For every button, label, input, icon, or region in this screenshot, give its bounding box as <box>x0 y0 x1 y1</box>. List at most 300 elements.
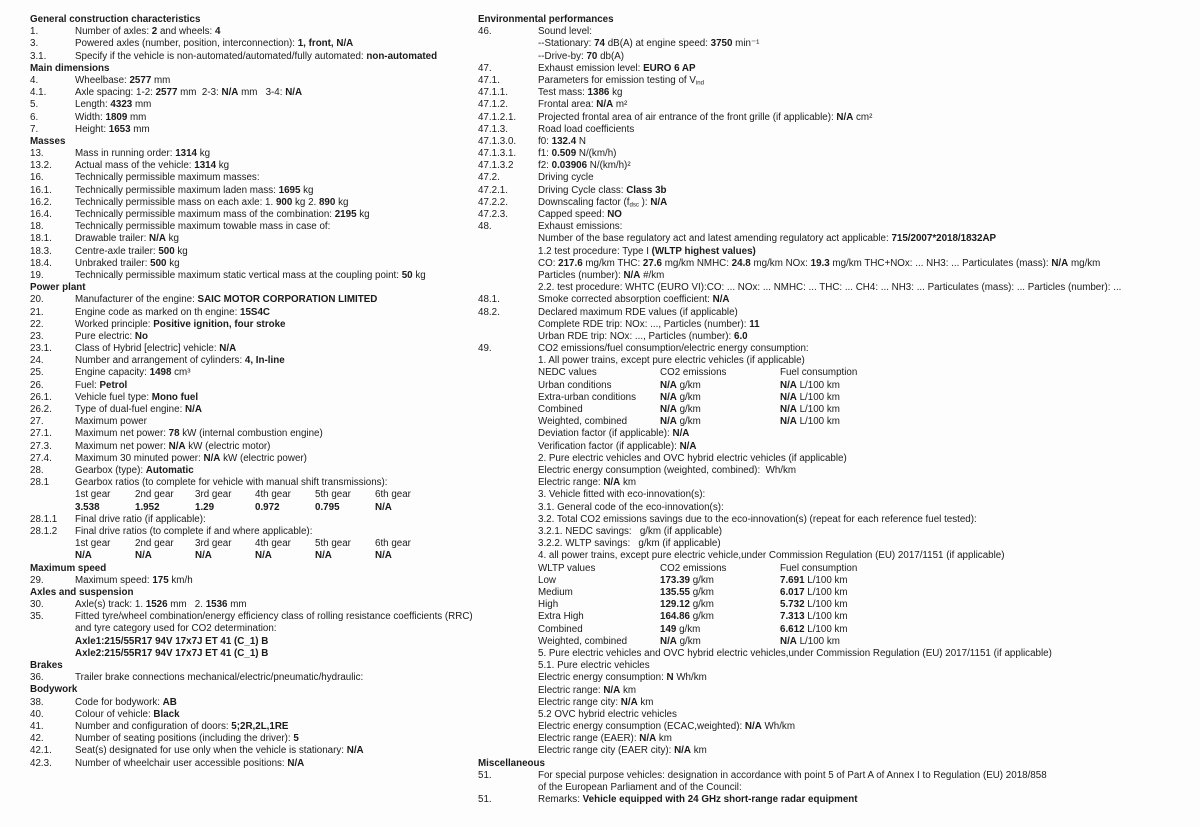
item-text: Unbraked trailer: 500 kg <box>75 257 180 269</box>
item-number: 26.1. <box>30 391 52 403</box>
doc-line <box>478 221 1194 233</box>
doc-line <box>478 745 1194 757</box>
section-header: Maximum speed <box>30 562 107 574</box>
table-cell: Combined <box>538 404 583 416</box>
doc-line <box>30 246 490 258</box>
table-cell: 1.29 <box>195 501 215 513</box>
item-text: Powered axles (number, position, interconnection): 1, front, N/A <box>75 38 354 50</box>
doc-line <box>30 697 490 709</box>
table-cell: N/A <box>375 550 392 562</box>
table-cell: N/A <box>255 550 272 562</box>
item-number: 18.1. <box>30 233 52 245</box>
item-number <box>478 258 538 270</box>
item-text: 3.2.2. WLTP savings: g/km (if applicable) <box>538 538 721 550</box>
item-number: 47.2.3. <box>478 209 508 220</box>
item-number <box>478 745 538 757</box>
doc-line <box>478 63 1194 75</box>
item-text: Vehicle fuel type: Mono fuel <box>75 391 199 403</box>
item-number <box>478 282 538 294</box>
doc-line <box>478 75 1194 87</box>
doc-line <box>478 514 1194 526</box>
table-cell: NEDC values <box>538 367 597 379</box>
item-text: Number and arrangement of cylinders: 4, In-line <box>75 355 285 367</box>
table-cell: 5th gear <box>315 489 351 501</box>
item-text: Projected frontal area of air entrance of the front grille (if applicable): N/A cm² <box>538 111 873 123</box>
item-text: 4. all power trains, except pure electric vehicle,under Commission Regulation (EU) 2017/1151 (if applicable) <box>538 550 1005 562</box>
item-number: 35. <box>30 611 44 623</box>
item-text: Deviation factor (if applicable): N/A <box>538 428 690 440</box>
item-text: Maximum net power: 78 kW (internal combustion engine) <box>75 428 323 440</box>
doc-line <box>30 209 490 221</box>
table-row <box>30 502 490 514</box>
item-number: 47.1. <box>478 74 500 86</box>
item-number: 27. <box>30 416 44 428</box>
table-cell: 1.952 <box>135 501 160 513</box>
item-text: of the European Parliament and of the Council: <box>538 782 742 793</box>
doc-line <box>30 758 490 770</box>
item-number <box>478 502 538 514</box>
item-number: 47.1.1. <box>478 87 508 99</box>
table-cell: N/A <box>375 501 392 513</box>
item-text: Number of wheelchair user accessible positions: N/A <box>75 757 305 769</box>
table-cell: 1st gear <box>75 538 111 550</box>
table-cell: 135.55 g/km <box>660 586 714 598</box>
item-number: 40. <box>30 708 44 720</box>
left-column <box>30 14 490 770</box>
item-number: 48. <box>478 221 492 233</box>
doc-line <box>30 672 490 684</box>
doc-line <box>478 489 1194 501</box>
item-number: 3. <box>30 38 39 50</box>
doc-line <box>478 502 1194 514</box>
table-cell: 5th gear <box>315 538 351 550</box>
doc-line <box>30 99 490 111</box>
doc-line <box>478 233 1194 245</box>
doc-line <box>30 745 490 757</box>
table-cell: N/A L/100 km <box>780 416 840 428</box>
table-cell: 6.612 L/100 km <box>780 623 848 635</box>
item-text: f0: 132.4 N <box>538 135 586 147</box>
item-text: Class of Hybrid [electric] vehicle: N/A <box>75 343 237 355</box>
item-number <box>478 538 538 550</box>
table-cell: 6th gear <box>375 538 411 550</box>
item-number: 19. <box>30 269 44 281</box>
table-row <box>478 404 1194 416</box>
item-number: 38. <box>30 696 44 708</box>
item-text: Gearbox (type): Automatic <box>75 464 194 476</box>
section-header: General construction characteristics <box>30 14 201 25</box>
item-number: 13. <box>30 148 44 160</box>
item-text: Pure electric: No <box>75 330 148 342</box>
doc-line <box>478 258 1194 270</box>
item-number: 41. <box>30 720 44 732</box>
doc-line <box>478 160 1194 172</box>
item-number: 27.4. <box>30 452 52 464</box>
item-number: 51. <box>478 769 492 781</box>
doc-line <box>478 453 1194 465</box>
table-cell: N/A g/km <box>660 391 701 403</box>
doc-line <box>30 599 490 611</box>
item-text: Technically permissible maximum static vertical mass at the coupling point: 50 kg <box>75 269 426 281</box>
doc-line <box>478 307 1194 319</box>
item-text: 5.1. Pure electric vehicles <box>538 660 650 672</box>
doc-line <box>478 526 1194 538</box>
item-number <box>478 648 538 660</box>
table-cell: WLTP values <box>538 562 596 574</box>
item-number <box>478 428 538 440</box>
doc-line <box>30 75 490 87</box>
item-number: 47.2.2. <box>478 196 508 208</box>
item-text: Downscaling factor ($f_{dsc}$ ): N/A <box>538 196 668 209</box>
item-number <box>478 660 538 672</box>
table-cell: N/A g/km <box>660 635 701 647</box>
item-text: 5. Pure electric vehicles and OVC hybrid electric vehicles,under Commission Regulation (EU) 2017/1151 (if applicable) <box>538 647 1052 659</box>
doc-line <box>478 550 1194 562</box>
item-number <box>478 270 538 282</box>
item-text: Particles (number): N/A #/km <box>538 269 665 281</box>
item-number <box>478 526 538 538</box>
item-number: 5. <box>30 99 39 111</box>
doc-line <box>478 794 1194 806</box>
item-number <box>478 38 538 50</box>
item-text: 3.1. General code of the eco-innovation(s): <box>538 501 724 513</box>
item-text: Actual mass of the vehicle: 1314 kg <box>75 160 230 172</box>
item-number <box>478 453 538 465</box>
item-text: Capped speed: NO <box>538 209 622 220</box>
item-number <box>478 733 538 745</box>
table-cell: Urban conditions <box>538 379 612 391</box>
item-text: CO2 emissions/fuel consumption/electric energy consumption: <box>538 343 809 355</box>
doc-line <box>478 26 1194 38</box>
table-cell: N/A g/km <box>660 404 701 416</box>
doc-line <box>30 38 490 50</box>
doc-line <box>478 709 1194 721</box>
doc-line <box>478 697 1194 709</box>
doc-line <box>30 112 490 124</box>
doc-line <box>478 685 1194 697</box>
item-number <box>478 550 538 562</box>
item-text: Electric range: N/A km <box>538 477 636 489</box>
item-number: 6. <box>30 111 39 123</box>
item-text: 1. All power trains, except pure electric vehicles (if applicable) <box>538 355 805 367</box>
table-cell: N/A L/100 km <box>780 404 840 416</box>
item-text: Electric energy consumption (ECAC,weighted): N/A Wh/km <box>538 721 795 733</box>
item-text: 2. Pure electric vehicles and OVC hybrid electric vehicles (if applicable) <box>538 452 847 464</box>
item-text: Colour of vehicle: Black <box>75 708 180 720</box>
item-text: Parameters for emission testing of $V_{ind}$ <box>538 74 704 87</box>
item-number: 28. <box>30 464 44 476</box>
item-number: 47.1.2.1. <box>478 111 517 123</box>
table-cell: Extra High <box>538 611 584 623</box>
item-text: Code for bodywork: AB <box>75 696 177 708</box>
table-row <box>30 538 490 550</box>
doc-line <box>478 136 1194 148</box>
doc-line <box>30 367 490 379</box>
item-text: Electric energy consumption: N Wh/km <box>538 672 707 684</box>
item-text: Maximum speed: 175 km/h <box>75 574 193 586</box>
item-text: 3.2. Total CO2 emissions savings due to the eco-innovation(s) (repeat for each reference fuel tested): <box>538 513 977 525</box>
section-header: Power plant <box>30 282 86 294</box>
item-number: 47.1.2. <box>478 99 508 111</box>
table-cell: 2nd gear <box>135 538 174 550</box>
table-cell: 0.795 <box>315 501 340 513</box>
table-cell: N/A g/km <box>660 416 701 428</box>
item-number: 18. <box>30 221 44 233</box>
doc-line <box>30 294 490 306</box>
doc-line <box>478 294 1194 306</box>
table-row <box>30 550 490 562</box>
item-text: 1.2 test procedure: Type I (WLTP highest values) <box>538 245 756 257</box>
item-text: Test mass: 1386 kg <box>538 87 623 99</box>
doc-line <box>30 26 490 38</box>
doc-line <box>478 319 1194 331</box>
item-text: Length: 4323 mm <box>75 99 152 111</box>
item-text: Maximum net power: N/A kW (electric motor) <box>75 440 271 452</box>
doc-line <box>478 124 1194 136</box>
table-row <box>478 624 1194 636</box>
item-text: Axle2:215/55R17 94V 17x7J ET 41 (C_1) B <box>75 647 269 659</box>
item-text: Drawable trailer: N/A kg <box>75 233 179 245</box>
doc-line <box>30 307 490 319</box>
doc-line <box>478 270 1194 282</box>
item-number: 13.2. <box>30 160 52 172</box>
table-cell: 5.732 L/100 km <box>780 599 848 611</box>
item-text: Axle spacing: 1-2: 2577 mm 2-3: N/A mm 3-4: N/A <box>75 87 303 99</box>
item-number: 16.1. <box>30 184 52 196</box>
table-cell: 4th gear <box>255 489 291 501</box>
item-number <box>478 514 538 526</box>
table-cell: Combined <box>538 623 583 635</box>
table-cell: N/A <box>75 550 92 562</box>
doc-line <box>30 124 490 136</box>
item-text: Remarks: Vehicle equipped with 24 GHz short-range radar equipment <box>538 794 858 806</box>
table-cell: 0.972 <box>255 501 280 513</box>
doc-line <box>30 709 490 721</box>
doc-line <box>30 148 490 160</box>
item-number: 26.2. <box>30 404 52 415</box>
doc-line <box>478 197 1194 209</box>
item-number <box>478 355 538 367</box>
item-number: 23. <box>30 330 44 342</box>
item-text: --Drive-by: 70 db(A) <box>538 50 625 62</box>
item-text: 2.2. test procedure: WHTC (EURO VI):CO: ... NOx: ... NMHC: ... THC: ... CH4: ... NH3: ... Particulates (mass): ... Particles (number): ... <box>538 282 1122 294</box>
item-number: 3.1. <box>30 50 47 62</box>
doc-line <box>30 331 490 343</box>
section-header: Bodywork <box>30 684 78 696</box>
item-number: 25. <box>30 367 44 379</box>
doc-line <box>30 428 490 440</box>
item-text: Engine capacity: 1498 cm³ <box>75 367 191 379</box>
table-cell: Extra-urban conditions <box>538 391 637 403</box>
table-cell: 7.691 L/100 km <box>780 574 848 586</box>
table-cell: 3rd gear <box>195 538 232 550</box>
item-text: Number and configuration of doors: 5;2R,2L,1RE <box>75 720 289 732</box>
item-text: Number of axles: 2 and wheels: 4 <box>75 26 221 38</box>
item-number: 51. <box>478 794 492 806</box>
table-cell: 2nd gear <box>135 489 174 501</box>
item-text: Height: 1653 mm <box>75 123 150 135</box>
item-text: Fuel: Petrol <box>75 379 128 391</box>
item-number: 47.1.3.0. <box>478 135 517 147</box>
doc-line <box>30 380 490 392</box>
item-text: Manufacturer of the engine: SAIC MOTOR CORPORATION LIMITED <box>75 294 378 306</box>
doc-line <box>30 575 490 587</box>
doc-line <box>478 721 1194 733</box>
table-row <box>478 611 1194 623</box>
doc-line <box>30 221 490 233</box>
table-cell: 7.313 L/100 km <box>780 611 848 623</box>
item-number <box>30 636 75 648</box>
item-text: Specify if the vehicle is non-automated/automated/fully automated: non-automated <box>75 50 438 62</box>
item-text: Centre-axle trailer: 500 kg <box>75 245 188 257</box>
section-header: Brakes <box>30 660 63 671</box>
item-number <box>478 233 538 245</box>
item-text: Number of the base regulatory act and latest amending regulatory act applicable: 715/2007*2018/1832AP <box>538 233 997 245</box>
item-number: 30. <box>30 599 44 611</box>
item-text: Road load coefficients <box>538 123 635 135</box>
item-text: Driving Cycle class: Class 3b <box>538 184 667 196</box>
table-row <box>478 416 1194 428</box>
item-text: 3.2.1. NEDC savings: g/km (if applicable) <box>538 525 723 537</box>
item-text: Engine code as marked on th engine: 15S4C <box>75 306 270 318</box>
item-text: Technically permissible maximum laden mass: 1695 kg <box>75 184 314 196</box>
item-text: --Stationary: 74 dB(A) at engine speed: 3750 min⁻¹ <box>538 38 760 50</box>
item-number: 49. <box>478 343 492 355</box>
item-number <box>478 709 538 721</box>
doc-line <box>30 465 490 477</box>
item-text: Technically permissible maximum masses: <box>75 172 260 184</box>
item-text: Urban RDE trip: NOx: ..., Particles (number): 6.0 <box>538 330 748 342</box>
doc-line <box>30 185 490 197</box>
item-number: 28.1.2 <box>30 525 58 537</box>
doc-line <box>30 733 490 745</box>
table-cell: 129.12 g/km <box>660 599 714 611</box>
doc-line <box>30 404 490 416</box>
doc-line <box>478 770 1194 782</box>
item-number: 7. <box>30 123 39 135</box>
item-text: Number of seating positions (including the driver): 5 <box>75 733 299 745</box>
table-cell: N/A <box>315 550 332 562</box>
doc-line <box>478 782 1194 794</box>
item-number: 26. <box>30 379 44 391</box>
section-header: Axles and suspension <box>30 586 134 598</box>
doc-line <box>30 319 490 331</box>
table-row <box>478 380 1194 392</box>
doc-line <box>30 514 490 526</box>
item-text: Electric range: N/A km <box>538 684 636 696</box>
table-cell: N/A L/100 km <box>780 391 840 403</box>
item-number: 47.2.1. <box>478 184 508 196</box>
item-number: 4.1. <box>30 87 47 99</box>
doc-line <box>30 611 490 623</box>
table-cell: High <box>538 599 559 611</box>
doc-line <box>478 87 1194 99</box>
item-text: f1: 0.509 N/(km/h) <box>538 148 617 160</box>
table-cell: 1st gear <box>75 489 111 501</box>
table-cell: 3rd gear <box>195 489 232 501</box>
table-cell: N/A g/km <box>660 379 701 391</box>
table-cell: 164.86 g/km <box>660 611 714 623</box>
table-row <box>478 563 1194 575</box>
item-number <box>478 489 538 501</box>
item-text: Exhaust emissions: <box>538 221 623 233</box>
item-number: 47. <box>478 62 492 74</box>
item-number <box>478 319 538 331</box>
item-text: Technically permissible mass on each axle: 1. 900 kg 2. 890 kg <box>75 196 349 208</box>
section-header: Main dimensions <box>30 62 110 74</box>
table-cell: CO2 emissions <box>660 367 727 379</box>
doc-line <box>30 623 490 635</box>
item-number: 18.4. <box>30 257 52 269</box>
item-number: 47.2. <box>478 172 500 184</box>
item-number: 29. <box>30 574 44 586</box>
doc-line <box>478 660 1194 672</box>
item-number: 42.1. <box>30 745 52 757</box>
item-number <box>478 685 538 697</box>
table-row <box>478 636 1194 648</box>
item-text: Electric range (EAER): N/A km <box>538 733 672 745</box>
table-cell: 4th gear <box>255 538 291 550</box>
item-text: Frontal area: N/A m² <box>538 99 628 111</box>
item-number <box>30 648 75 660</box>
item-number: 48.2. <box>478 306 500 318</box>
doc-line <box>30 636 490 648</box>
item-text: Final drive ratios (to complete if and where applicable): <box>75 525 313 537</box>
table-cell: Fuel consumption <box>780 367 858 379</box>
doc-line <box>478 733 1194 745</box>
item-number <box>478 441 538 453</box>
doc-line <box>478 148 1194 160</box>
doc-line <box>30 172 490 184</box>
section-header: Miscellaneous <box>478 757 545 769</box>
doc-line <box>30 441 490 453</box>
doc-line <box>30 477 490 489</box>
item-text: and tyre category used for CO2 determination: <box>75 623 277 635</box>
item-number: 24. <box>30 355 44 367</box>
item-number <box>478 782 538 794</box>
doc-line <box>30 258 490 270</box>
item-text: Technically permissible maximum towable mass in case of: <box>75 221 331 233</box>
doc-line <box>478 672 1194 684</box>
item-text: Electric energy consumption (weighted, combined): Wh/km <box>538 465 797 477</box>
item-number: 20. <box>30 294 44 306</box>
item-text: Maximum power <box>75 416 147 428</box>
item-text: Mass in running order: 1314 kg <box>75 148 211 160</box>
item-number: 46. <box>478 26 492 38</box>
table-cell: 149 g/km <box>660 623 701 635</box>
table-row <box>478 599 1194 611</box>
item-text: Trailer brake connections mechanical/electric/pneumatic/hydraulic: <box>75 672 364 684</box>
item-number: 16.2. <box>30 196 52 208</box>
right-column <box>478 14 1194 806</box>
doc-line <box>478 38 1194 50</box>
item-number: 16.4. <box>30 209 52 220</box>
table-cell: N/A <box>195 550 212 562</box>
table-cell: Low <box>538 574 556 586</box>
doc-line <box>30 160 490 172</box>
table-row <box>30 489 490 501</box>
item-number <box>478 51 538 63</box>
item-text: 3. Vehicle fitted with eco-innovation(s): <box>538 489 706 501</box>
doc-line <box>478 282 1194 294</box>
item-number: 28.1 <box>30 477 50 489</box>
doc-line <box>478 343 1194 355</box>
item-number: 23.1. <box>30 343 52 355</box>
doc-line <box>30 197 490 209</box>
item-number: 21. <box>30 306 44 318</box>
item-text: Axle(s) track: 1. 1526 mm 2. 1536 mm <box>75 599 247 611</box>
item-text: f2: 0.03906 N/(km/h)² <box>538 160 631 172</box>
